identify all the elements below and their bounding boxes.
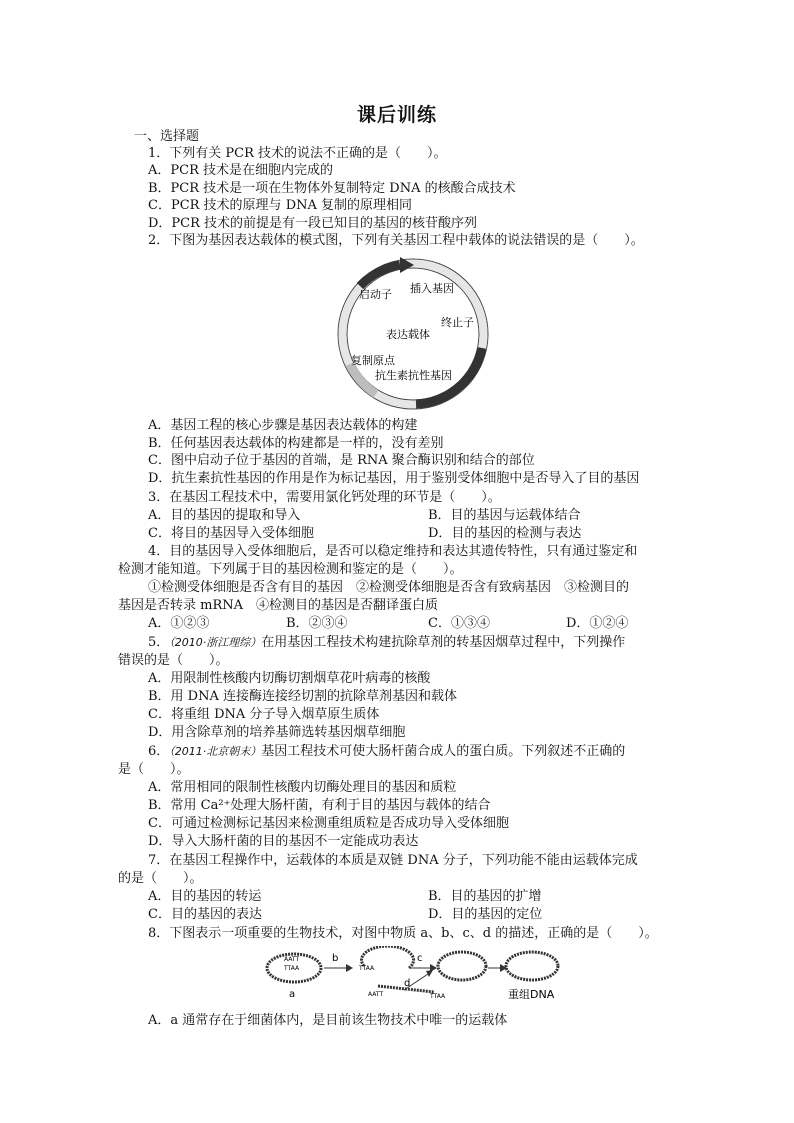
promoter-label: 启动子 bbox=[359, 288, 392, 301]
q6-option-a: A．常用相同的限制性核酸内切酶处理目的基因和质粒 bbox=[148, 780, 457, 795]
recombinant-dna-diagram bbox=[264, 946, 564, 1002]
intermediate-plasmid bbox=[438, 952, 486, 980]
q4-stem-line1: 4．目的基因导入受体细胞后，是否可以稳定维持和表达其遗传特性，只有通过鉴定和 bbox=[148, 544, 638, 559]
q3-option-a: A．目的基因的提取和导入 bbox=[148, 508, 301, 523]
q7-option-a: A．目的基因的转运 bbox=[148, 889, 262, 904]
q2-stem: 2．下图为基因表达载体的模式图，下列有关基因工程中载体的说法错误的是（ ）。 bbox=[148, 233, 644, 248]
promoter-segment bbox=[360, 265, 400, 286]
q7-option-b: B．目的基因的扩增 bbox=[428, 889, 542, 904]
q2-option-a: A．基因工程的核心步骤是基因表达载体的构建 bbox=[148, 418, 418, 433]
q7-option-c: C．目的基因的表达 bbox=[148, 907, 262, 922]
q4-items-line1: ①检测受体细胞是否含有目的基因 ②检测受体细胞是否含有致病基因 ③检测目的 bbox=[148, 580, 630, 595]
label-b: b bbox=[332, 953, 339, 964]
q5-stem-text: 在用基因工程技术构建抗除草剂的转基因烟草过程中，下列操作 bbox=[261, 635, 626, 650]
insert-gene-label: 插入基因 bbox=[410, 282, 454, 295]
recombinant-plasmid bbox=[506, 952, 558, 980]
q3-option-d: D．目的基因的检测与表达 bbox=[428, 526, 582, 541]
q4-items-line2: 基因是否转录 mRNA ④检测目的基因是否翻译蛋白质 bbox=[118, 598, 439, 613]
q6-option-c: C．可通过检测标记基因来检测重组质粒是否成功导入受体细胞 bbox=[148, 816, 509, 831]
q4-option-b: B．②③④ bbox=[286, 616, 348, 631]
q5-option-d: D．用含除草剂的培养基筛选转基因烟草细胞 bbox=[148, 725, 406, 740]
resistance-gene-label: 抗生素抗性基因 bbox=[375, 369, 452, 382]
q8-option-a: A．a 通常存在于细菌体内，是目前该生物技术中唯一的运载体 bbox=[148, 1013, 508, 1028]
q4-stem-line2: 检测才能知道。下列属于目的基因检测和鉴定的是（ ）。 bbox=[118, 562, 463, 577]
page-title: 课后训练 bbox=[356, 104, 437, 126]
q2-option-c: C．图中启动子位于基因的首端，是 RNA 聚合酶识别和结合的部位 bbox=[148, 453, 535, 468]
q5-source: （2010·浙江理综） bbox=[169, 636, 262, 649]
q6-stem-line2: 是（ ）。 bbox=[118, 762, 190, 777]
terminator-label: 终止子 bbox=[441, 316, 474, 329]
q1-option-a: A．PCR 技术是在细胞内完成的 bbox=[148, 163, 334, 178]
origin-segment bbox=[350, 364, 376, 394]
q6-option-b: B．常用 Ca²⁺处理大肠杆菌，有利于目的基因与载体的结合 bbox=[148, 798, 491, 813]
q3-option-b: B．目的基因与运载体结合 bbox=[428, 508, 581, 523]
q5-stem-line1 bbox=[148, 634, 718, 651]
q7-stem-line1: 7．在基因工程操作中，运载体的本质是双链 DNA 分子，下列功能不能由运载体完成 bbox=[148, 853, 638, 868]
q6-option-d: D．导入大肠杆菌的目的基因不一定能成功表达 bbox=[148, 834, 419, 849]
q1-option-c: C．PCR 技术的原理与 DNA 复制的原理相同 bbox=[148, 198, 413, 213]
q6-number: 6． bbox=[148, 744, 170, 759]
product-label: 重组DNA bbox=[508, 988, 555, 1001]
q6-stem-text: 基因工程技术可使大肠杆菌合成人的蛋白质。下列叙述不正确的 bbox=[261, 744, 626, 759]
q3-option-c: C．将目的基因导入受体细胞 bbox=[148, 526, 314, 541]
q4-option-c: C．①③④ bbox=[428, 616, 490, 631]
q7-stem-line2: 的是（ ）。 bbox=[118, 871, 203, 886]
seq-aatt-2: AATT bbox=[368, 991, 384, 998]
q2-option-d: D．抗生素抗性基因的作用是作为标记基因，用于鉴别受体细胞中是否导入了目的基因 bbox=[148, 471, 640, 486]
seq-ttaa-2: TTAA bbox=[359, 965, 375, 972]
q1-stem: 1．下列有关 PCR 技术的说法不正确的是（ ）。 bbox=[148, 146, 447, 161]
q4-option-d: D．①②④ bbox=[566, 616, 629, 631]
seq-ttaa-1: TTAA bbox=[284, 965, 300, 972]
q8-stem: 8．下图表示一项重要的生物技术，对图中物质 a、b、c、d 的描述，正确的是（ ）。 bbox=[148, 926, 658, 941]
q7-option-d: D．目的基因的定位 bbox=[428, 907, 543, 922]
q6-source: （2011·北京朝末） bbox=[169, 745, 262, 758]
label-c: c bbox=[417, 953, 423, 964]
q5-number: 5． bbox=[148, 635, 170, 650]
expression-vector-diagram bbox=[330, 252, 496, 418]
seq-ttaa-3: TTAA bbox=[430, 993, 446, 1000]
q5-stem-line2: 错误的是（ ）。 bbox=[118, 653, 229, 668]
q1-option-b: B．PCR 技术是一项在生物体外复制特定 DNA 的核酸合成技术 bbox=[148, 181, 516, 196]
arrow-b-icon bbox=[346, 964, 353, 972]
q5-option-b: B．用 DNA 连接酶连接经切割的抗除草剂基因和载体 bbox=[148, 689, 458, 704]
vector-label: 表达载体 bbox=[386, 328, 430, 341]
label-d: d bbox=[404, 978, 411, 989]
seq-aatt-1: AATT bbox=[284, 956, 300, 963]
q5-option-c: C．将重组 DNA 分子导入烟草原生质体 bbox=[148, 707, 380, 722]
q5-option-a: A．用限制性核酸内切酶切割烟草花叶病毒的核酸 bbox=[148, 671, 431, 686]
q4-option-a: A．①②③ bbox=[148, 616, 210, 631]
section-heading: 一、选择题 bbox=[134, 129, 200, 144]
q6-stem-line1 bbox=[148, 743, 718, 760]
q1-option-d: D．PCR 技术的前提是有一段已知目的基因的核苷酸序列 bbox=[148, 216, 478, 231]
origin-label: 复制原点 bbox=[351, 354, 395, 367]
q3-stem: 3．在基因工程技术中，需要用氯化钙处理的环节是（ ）。 bbox=[148, 490, 501, 505]
label-a: a bbox=[289, 989, 296, 1000]
q2-option-b: B．任何基因表达载体的构建都是一样的，没有差别 bbox=[148, 436, 444, 451]
